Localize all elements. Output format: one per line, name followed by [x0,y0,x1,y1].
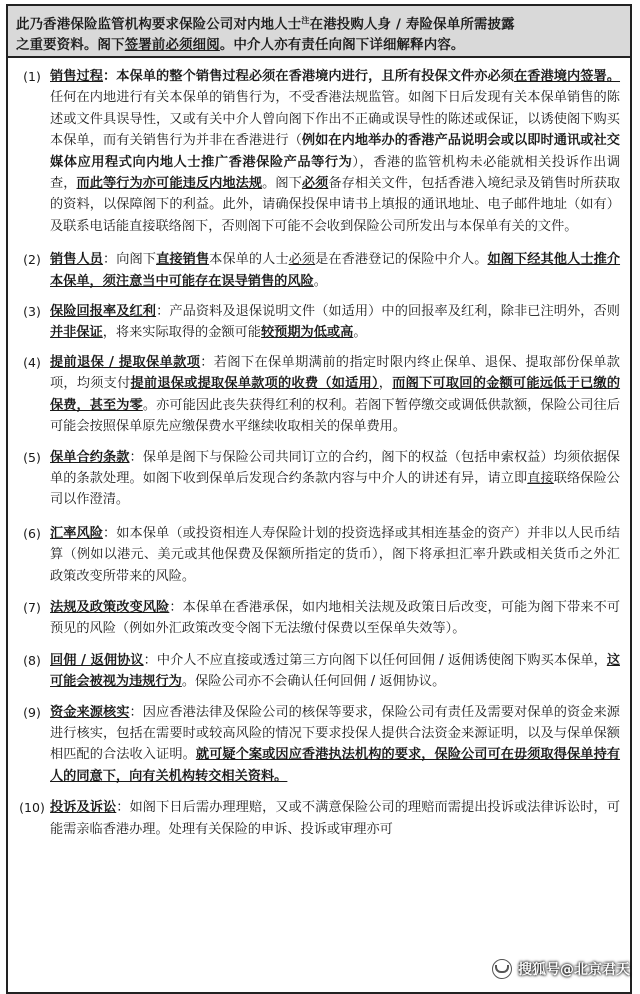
item-emphasis-text: 投诉及诉讼 [50,800,117,816]
item-text: 备存相关文件，包括香港入境纪录及销售时所获取的资料，以保障阁下的利益。此外，请确保投保申请书上填报的通讯地址、电子邮件地址（如有）及联系电话能直接联络阁下，否则阁下可能不会收到保险公司所发出与本保单有关的文件。 [50,176,621,234]
disclosure-item [14,352,620,438]
item-number: (1) [23,69,41,84]
item-text: ：若阁下在保单期满前的指定时限内终止保单、退保、提取部份保单款项，均须支付 [50,354,620,392]
item-emphasis-text: 汇率风险 [50,525,104,541]
item-body [50,249,620,292]
item-text: ：保单是阁下与保险公司共同订立的合约，阁下的权益（包括申索权益）均须依据保单的条款处理。如阁下收到保单后发现合约条款内容与中介人的讲述有异，请立即 [50,449,620,486]
item-body [50,523,620,587]
item-body [50,447,620,511]
item-text: ：产品资料及退保说明文件（如适用）中的回报率及红利，除非已注明外，否则 [156,304,620,320]
item-body [50,597,620,640]
disclosure-item [14,66,620,237]
item-body [50,301,620,344]
item-number: (4) [23,354,41,370]
item-emphasis-text: 而此等行为亦可能违反内地法规 [76,176,263,192]
disclosure-item [14,597,620,640]
item-body [50,797,620,840]
document-header [8,6,630,58]
item-emphasis-text: 较预期为低或高 [261,325,354,341]
item-emphasis-text: 如阁下经其他人士推介本保单，须注意当中可能存在误导销售的风险 [50,252,621,289]
item-body [50,352,620,438]
item-emphasis-text: 就可疑个案或因应香港执法机构的要求，保险公司可在毋须取得保单持有人的同意下，向有关机构转交相关资料。 [50,747,621,784]
item-text: ， [378,376,393,392]
item-text: ，将来实际取得的金额可能 [102,325,261,341]
item-emphasis-text: 这可能会被视为违规行为 [50,652,620,690]
header-emphasis: 签署前必须细阅 [124,38,220,54]
item-number: (6) [23,525,41,541]
item-number: (8) [23,652,41,668]
watermark [492,957,630,981]
item-text: ：如本保单（或投资相连人寿保险计划的投资选择或其相连基金的资产）并非以人民币结算（例如以港元、美元或其他保费及保额所指定的货币），阁下将承担汇率升跌或相关货币之外汇政策改变所带来的风险。 [50,525,620,584]
item-number: (10) [19,800,45,816]
item-text: 。阁下 [262,176,302,192]
disclosure-item [14,702,620,788]
disclosure-item [14,447,620,511]
item-text: ：向阁下 [103,252,157,268]
item-emphasis-text: 法规及政策改变风险 [50,599,170,615]
sohu-logo-icon [492,959,512,979]
item-text: 。亦可能因此丧失获得红利的权利。若阁下暂停缴交或调低供款额，保险公司往后可能会按照保单原先应缴保费水平继续收取相关的保单费用。 [50,397,621,435]
item-emphasis-text: 并非保证 [50,325,103,341]
header-line-2 [16,35,622,56]
header-text: 在港投购人身 / 寿险保单所需披露 [309,17,515,33]
footnote-marker: 注 [301,16,310,25]
item-text: ：本保单在香港承保，如内地相关法规及政策日后改变，可能为阁下带来不可预见的风险（例如外汇政策改变令阁下无法缴付保费以至保单失效等）。 [50,599,621,637]
item-emphasis-text: 保险回报率及红利 [50,304,157,320]
item-body [50,702,620,788]
item-emphasis-text: 销售过程 [50,69,104,84]
item-text: 。 [353,325,367,341]
item-emphasis-text: 直接销售 [156,252,210,268]
item-number: (9) [23,704,41,720]
disclosure-items [8,58,630,840]
header-line-1 [16,10,622,35]
disclosure-item [14,301,620,344]
header-text: 。中介人亦有责任向阁下详细解释内容。 [219,38,465,54]
item-text: 。 [313,273,327,289]
header-text: 此乃香港保险监管机构要求保险公司对内地人士 [16,17,302,33]
item-emphasis-text: 必须 [301,176,329,192]
item-text: ：中介人不应直接或透过第三方向阁下以任何回佣 / 返佣诱使阁下购买本保单， [143,652,607,668]
watermark-text: 搜狐号@北京君天 [518,962,630,978]
disclosure-item [14,797,620,840]
item-text: ：因应香港法律及保险公司的核保等要求，保险公司有责任及需要对保单的资金来源进行核实，包括在需要时或较高风险的情况下要求投保人提供合法资金来源证明，以及与保单保额相匹配的合法收入证明。 [50,704,620,763]
item-text: 任何在内地进行有关本保单的销售行为，不受香港法规监管。如阁下日后发现有关本保单销售的陈述或文件具误导性，又或有关中介人曾向阁下作出不正确或误导性的陈述或保证，以诱使阁下购买本保单，而有关销售行为并非在香港进行（ [50,90,620,149]
item-emphasis-text: 直接 [527,470,554,486]
header-text: 之重要资料。阁下 [16,38,125,54]
disclosure-item [14,523,620,587]
item-body [50,66,620,237]
item-text: 是在香港登记的保险中介人。 [315,252,488,268]
disclosure-document [6,4,632,994]
item-emphasis-text: ：本保单的整个销售过程必须在香港境内进行，且所有投保文件亦必须 [103,69,515,84]
item-text: ：如阁下日后需办理理赔，又或不满意保险公司的理赔而需提出投诉或法律诉讼时，可能需亲临香港办理。处理有关保险的申诉、投诉或审理亦可 [50,800,621,837]
item-emphasis-text: 销售人员 [50,252,104,268]
item-body [50,650,620,693]
item-text: 。保险公司亦不会确认任何回佣 / 返佣协议。 [181,674,446,690]
item-number: (2) [23,252,41,268]
item-emphasis-text: 而阁下可取回的金额可能远低于已缴的保费，甚至为零 [50,376,621,413]
item-number: (7) [23,599,41,615]
item-emphasis-text: 提前退保或提取保单款项的收费（如适用） [130,376,379,392]
item-emphasis-text: 保单合约条款 [50,449,130,465]
item-text: ），香港的监管机构未必能就相关投诉作出调查， [50,154,621,192]
item-emphasis-text: 资金来源核实 [50,704,130,720]
disclosure-item [14,650,620,693]
item-emphasis-text: 必须 [288,252,316,268]
item-number: (5) [23,449,41,465]
item-number: (3) [23,304,41,320]
item-emphasis-text: 例如在内地举办的香港产品说明会或以即时通讯或社交媒体应用程式向内地人士推广香港保险产品等行为 [50,133,620,170]
item-emphasis-text: 回佣 / 返佣协议 [50,652,144,668]
item-text: 本保单的人士 [209,252,289,268]
disclosure-item [14,249,620,292]
item-text: 联络保险公司以作澄清。 [50,470,620,508]
item-emphasis-text: 在香港境内签署。 [514,69,621,84]
item-emphasis-text: 提前退保 / 提取保单款项 [50,354,201,370]
